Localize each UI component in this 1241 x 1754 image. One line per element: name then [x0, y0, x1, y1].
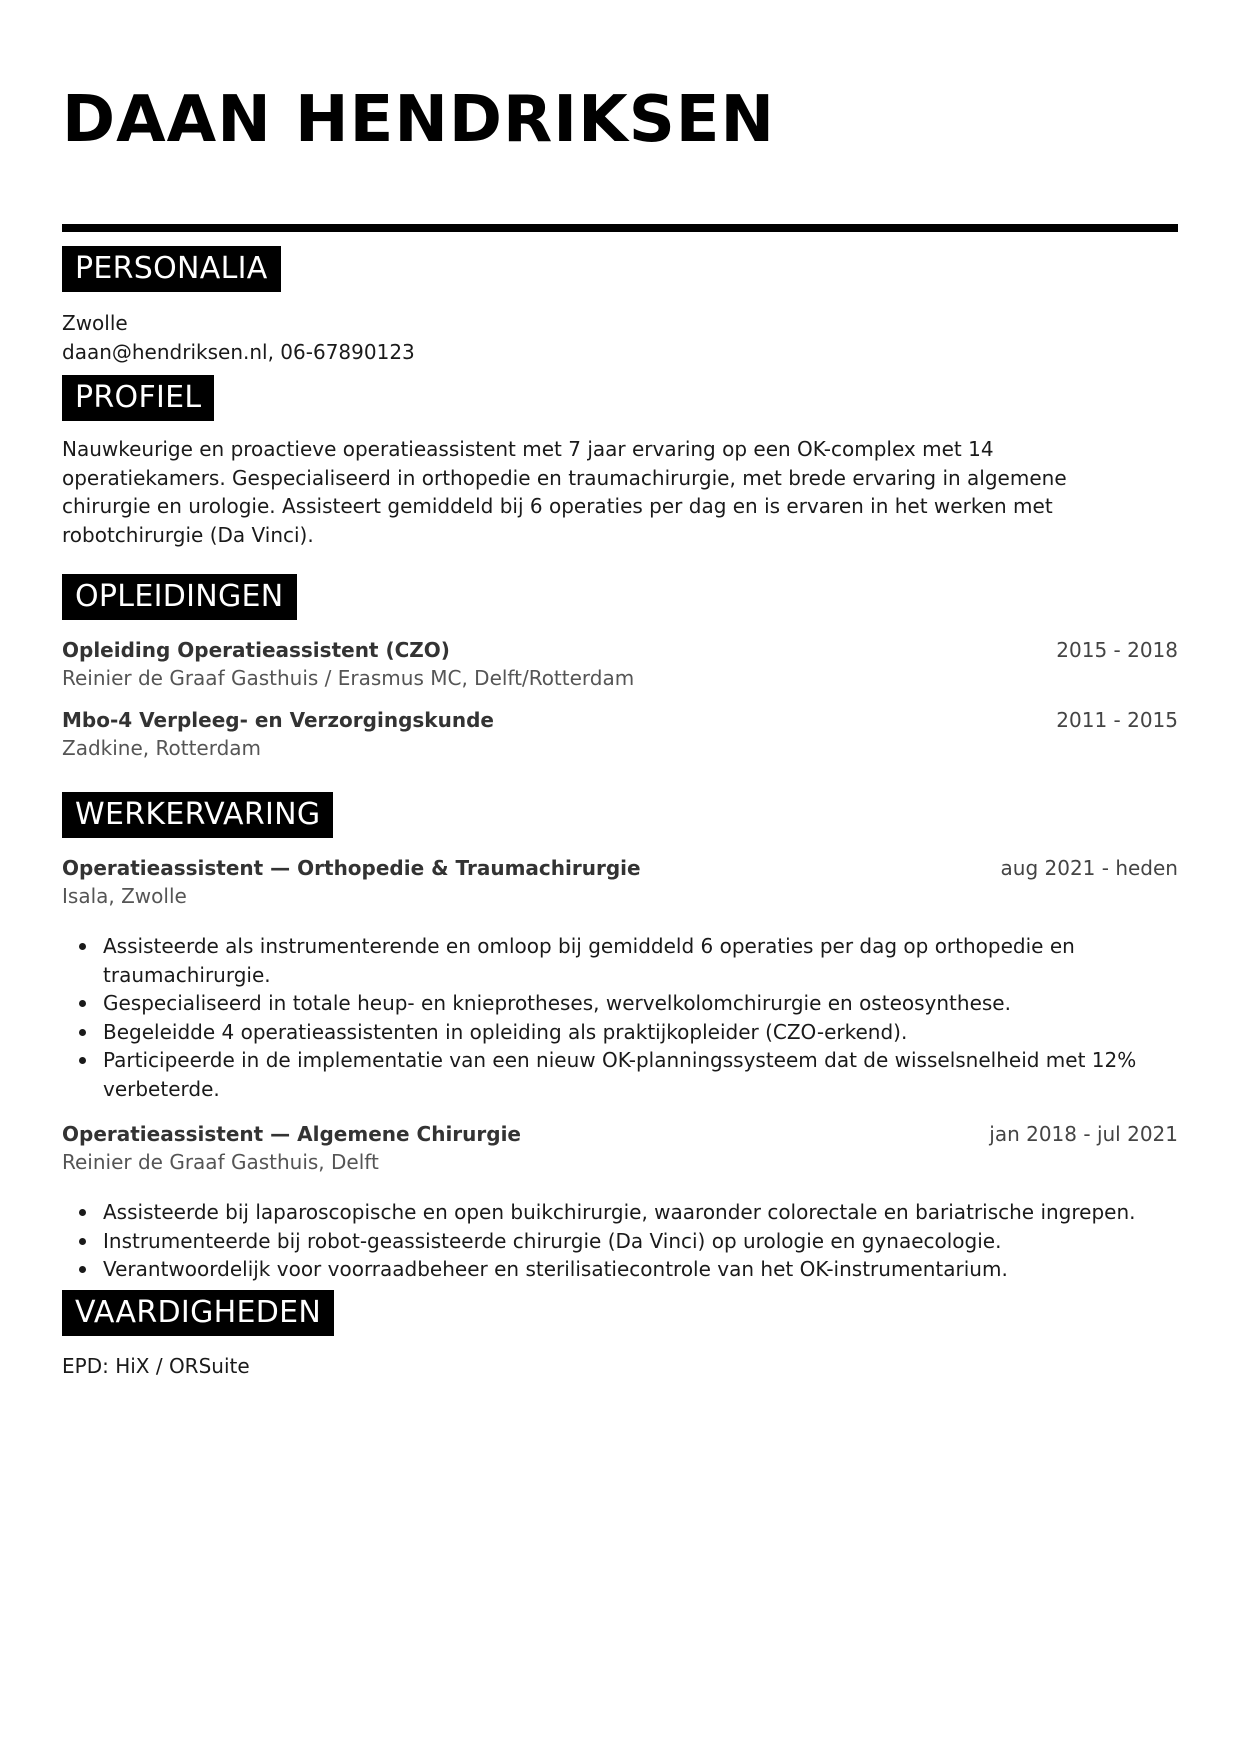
section-heading-vaardigheden: VAARDIGHEDEN	[62, 1290, 334, 1336]
education-title: Mbo-4 Verpleeg- en Verzorgingskunde	[62, 708, 494, 732]
section-werkervaring	[62, 792, 1178, 1284]
section-vaardigheden	[62, 1290, 1178, 1381]
job-bullet: Participeerde in de implementatie van een nieuw OK-planningssysteem dat de wisselsnelheid met 12% verbeterde.	[62, 1046, 1178, 1103]
education-dates: 2011 - 2015	[1056, 708, 1178, 732]
candidate-name: DAAN HENDRIKSEN	[62, 83, 776, 157]
education-entry	[62, 636, 1178, 692]
job-bullet: Verantwoordelijk voor voorraadbeheer en sterilisatiecontrole van het OK-instrumentarium.	[62, 1255, 1178, 1284]
section-personalia	[62, 246, 1178, 366]
section-heading-profiel: PROFIEL	[62, 375, 214, 421]
section-heading-opleidingen: OPLEIDINGEN	[62, 574, 297, 620]
header-divider	[62, 224, 1178, 232]
job-entry	[62, 854, 1178, 1103]
job-bullet: Begeleidde 4 operatieassistenten in opleiding als praktijkopleider (CZO-erkend).	[62, 1018, 1178, 1047]
job-employer: Isala, Zwolle	[62, 884, 187, 908]
job-bullet: Gespecialiseerd in totale heup- en knieprotheses, wervelkolomchirurgie en osteosynthese.	[62, 989, 1178, 1018]
section-opleidingen	[62, 574, 1178, 762]
job-entry	[62, 1120, 1178, 1284]
section-heading-personalia: PERSONALIA	[62, 246, 281, 292]
job-employer: Reinier de Graaf Gasthuis, Delft	[62, 1150, 379, 1174]
profile-summary: Nauwkeurige en proactieve operatieassistent met 7 jaar ervaring op een OK-complex met 14 operatiekamers. Gespecialiseerd in orthopedie en traumachirurgie, met brede ervaring in algemene chirurgie en urologie. Assisteert gemiddeld bij 6 operaties per dag en is ervaren in het werken met robotchirurgie (Da Vinci).	[62, 437, 1067, 547]
skills-text: EPD: HiX / ORSuite	[62, 1354, 250, 1378]
education-title: Opleiding Operatieassistent (CZO)	[62, 638, 450, 662]
personal-contact: daan@hendriksen.nl, 06-67890123	[62, 339, 415, 364]
job-dates: aug 2021 - heden	[1000, 856, 1178, 880]
job-title: Operatieassistent — Algemene Chirurgie	[62, 1122, 521, 1146]
education-entry	[62, 706, 1178, 762]
personal-location: Zwolle	[62, 311, 128, 335]
job-bullet: Assisteerde bij laparoscopische en open buikchirurgie, waaronder colorectale en bariatrische ingrepen.	[62, 1198, 1178, 1227]
education-institution: Zadkine, Rotterdam	[62, 736, 262, 760]
job-bullet: Assisteerde als instrumenterende en omloop bij gemiddeld 6 operaties per dag op orthopedie en traumachirurgie.	[62, 932, 1178, 989]
section-profiel	[62, 375, 1178, 549]
job-title: Operatieassistent — Orthopedie & Traumachirurgie	[62, 856, 641, 880]
job-dates: jan 2018 - jul 2021	[989, 1122, 1178, 1146]
job-responsibilities	[62, 932, 1178, 1103]
job-responsibilities	[62, 1198, 1178, 1284]
job-bullet: Instrumenteerde bij robot-geassisteerde chirurgie (Da Vinci) op urologie en gynaecologie.	[62, 1227, 1178, 1256]
section-heading-werkervaring: WERKERVARING	[62, 792, 333, 838]
education-institution: Reinier de Graaf Gasthuis / Erasmus MC, Delft/Rotterdam	[62, 666, 635, 690]
education-dates: 2015 - 2018	[1056, 638, 1178, 662]
